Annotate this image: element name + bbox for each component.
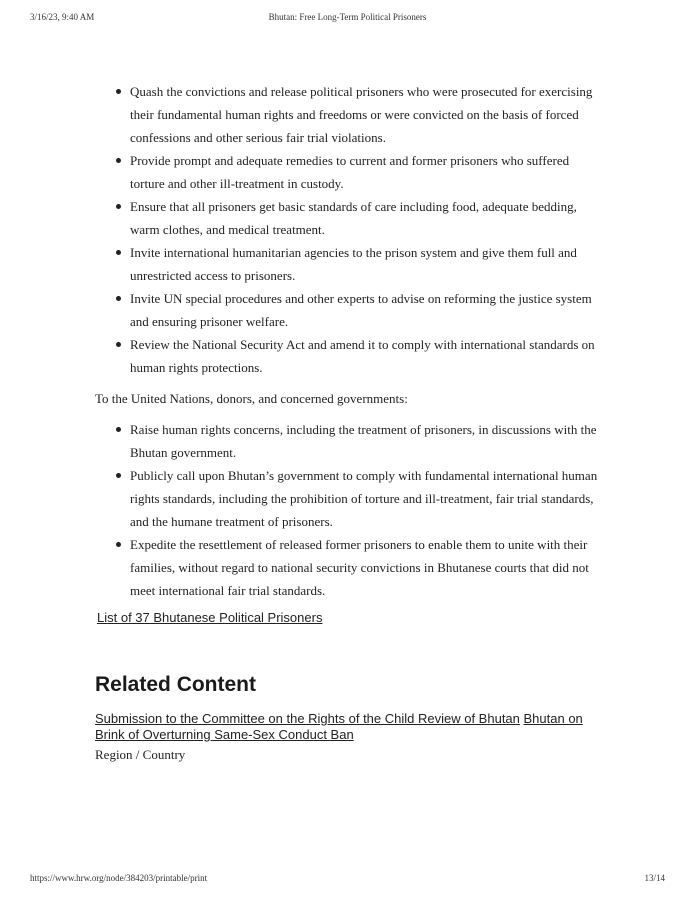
print-header: [30, 12, 665, 26]
bullet-icon: [116, 473, 121, 478]
region-country-label: Region / Country: [95, 747, 186, 762]
print-url: https://www.hrw.org/node/384203/printable/print: [30, 873, 208, 883]
list-item-text: Raise human rights concerns, including the treatment of prisoners, in discussions with the Bhutan government.: [130, 422, 597, 460]
print-doc-title: Bhutan: Free Long-Term Political Prisoners: [268, 12, 427, 22]
list-item-text: Review the National Security Act and amend it to comply with international standards on human rights protections.: [130, 337, 595, 375]
bullet-icon: [116, 158, 121, 163]
list-item: [130, 418, 605, 464]
list-item-text: Quash the convictions and release political prisoners who were prosecuted for exercising their fundamental human rights and freedoms or were convicted on the basis of forced confessions and other serious fair trial violations.: [130, 84, 593, 145]
recommendations-list-bhutan: [95, 80, 605, 379]
print-date: 3/16/23, 9:40 AM: [30, 12, 95, 22]
list-item-text: Invite UN special procedures and other experts to advise on reforming the justice system and ensuring prisoner welfare.: [130, 291, 592, 329]
list-item-text: Provide prompt and adequate remedies to current and former prisoners who suffered torture and other ill-treatment in custody.: [130, 153, 570, 191]
bullet-icon: [116, 89, 121, 94]
list-item: [130, 80, 605, 149]
list-item-text: Ensure that all prisoners get basic standards of care including food, adequate bedding, warm clothes, and medical treatment.: [130, 199, 577, 237]
bullet-icon: [116, 427, 121, 432]
page-number: 13/14: [644, 873, 665, 883]
list-item-text: Expedite the resettlement of released former prisoners to enable them to unite with their families, without regard to national security convictions in Bhutanese courts that did not meet international fair trial standards.: [130, 537, 589, 598]
bullet-icon: [116, 542, 121, 547]
intro-paragraph: To the United Nations, donors, and concerned governments:: [95, 391, 408, 406]
list-item: [130, 241, 605, 287]
related-content-heading: Related Content: [95, 673, 257, 696]
list-item: [130, 195, 605, 241]
list-item: [130, 464, 605, 533]
prisoner-list-link[interactable]: List of 37 Bhutanese Political Prisoners: [97, 610, 323, 625]
related-link-crc-submission[interactable]: Submission to the Committee on the Rights of the Child Review of Bhutan: [95, 711, 520, 726]
article-content: [95, 80, 605, 763]
related-links: [95, 711, 595, 743]
list-item: [130, 533, 605, 602]
bullet-icon: [116, 204, 121, 209]
list-item-text: Invite international humanitarian agencies to the prison system and give them full and unrestricted access to prisoners.: [130, 245, 577, 283]
list-item-text: Publicly call upon Bhutan’s government to comply with fundamental international human rights standards, including the prohibition of torture and ill-treatment, fair trial standards, and the humane treatment of prisoners.: [130, 468, 598, 529]
bullet-icon: [116, 296, 121, 301]
bullet-icon: [116, 342, 121, 347]
print-footer: [30, 873, 665, 887]
list-item: [130, 149, 605, 195]
bullet-icon: [116, 250, 121, 255]
related-link-same-sex-ban[interactable]: Bhutan on Brink of Overturning Same-Sex Conduct Ban: [95, 711, 583, 742]
list-item: [130, 333, 605, 379]
recommendations-list-un: [95, 418, 605, 602]
list-item: [130, 287, 605, 333]
